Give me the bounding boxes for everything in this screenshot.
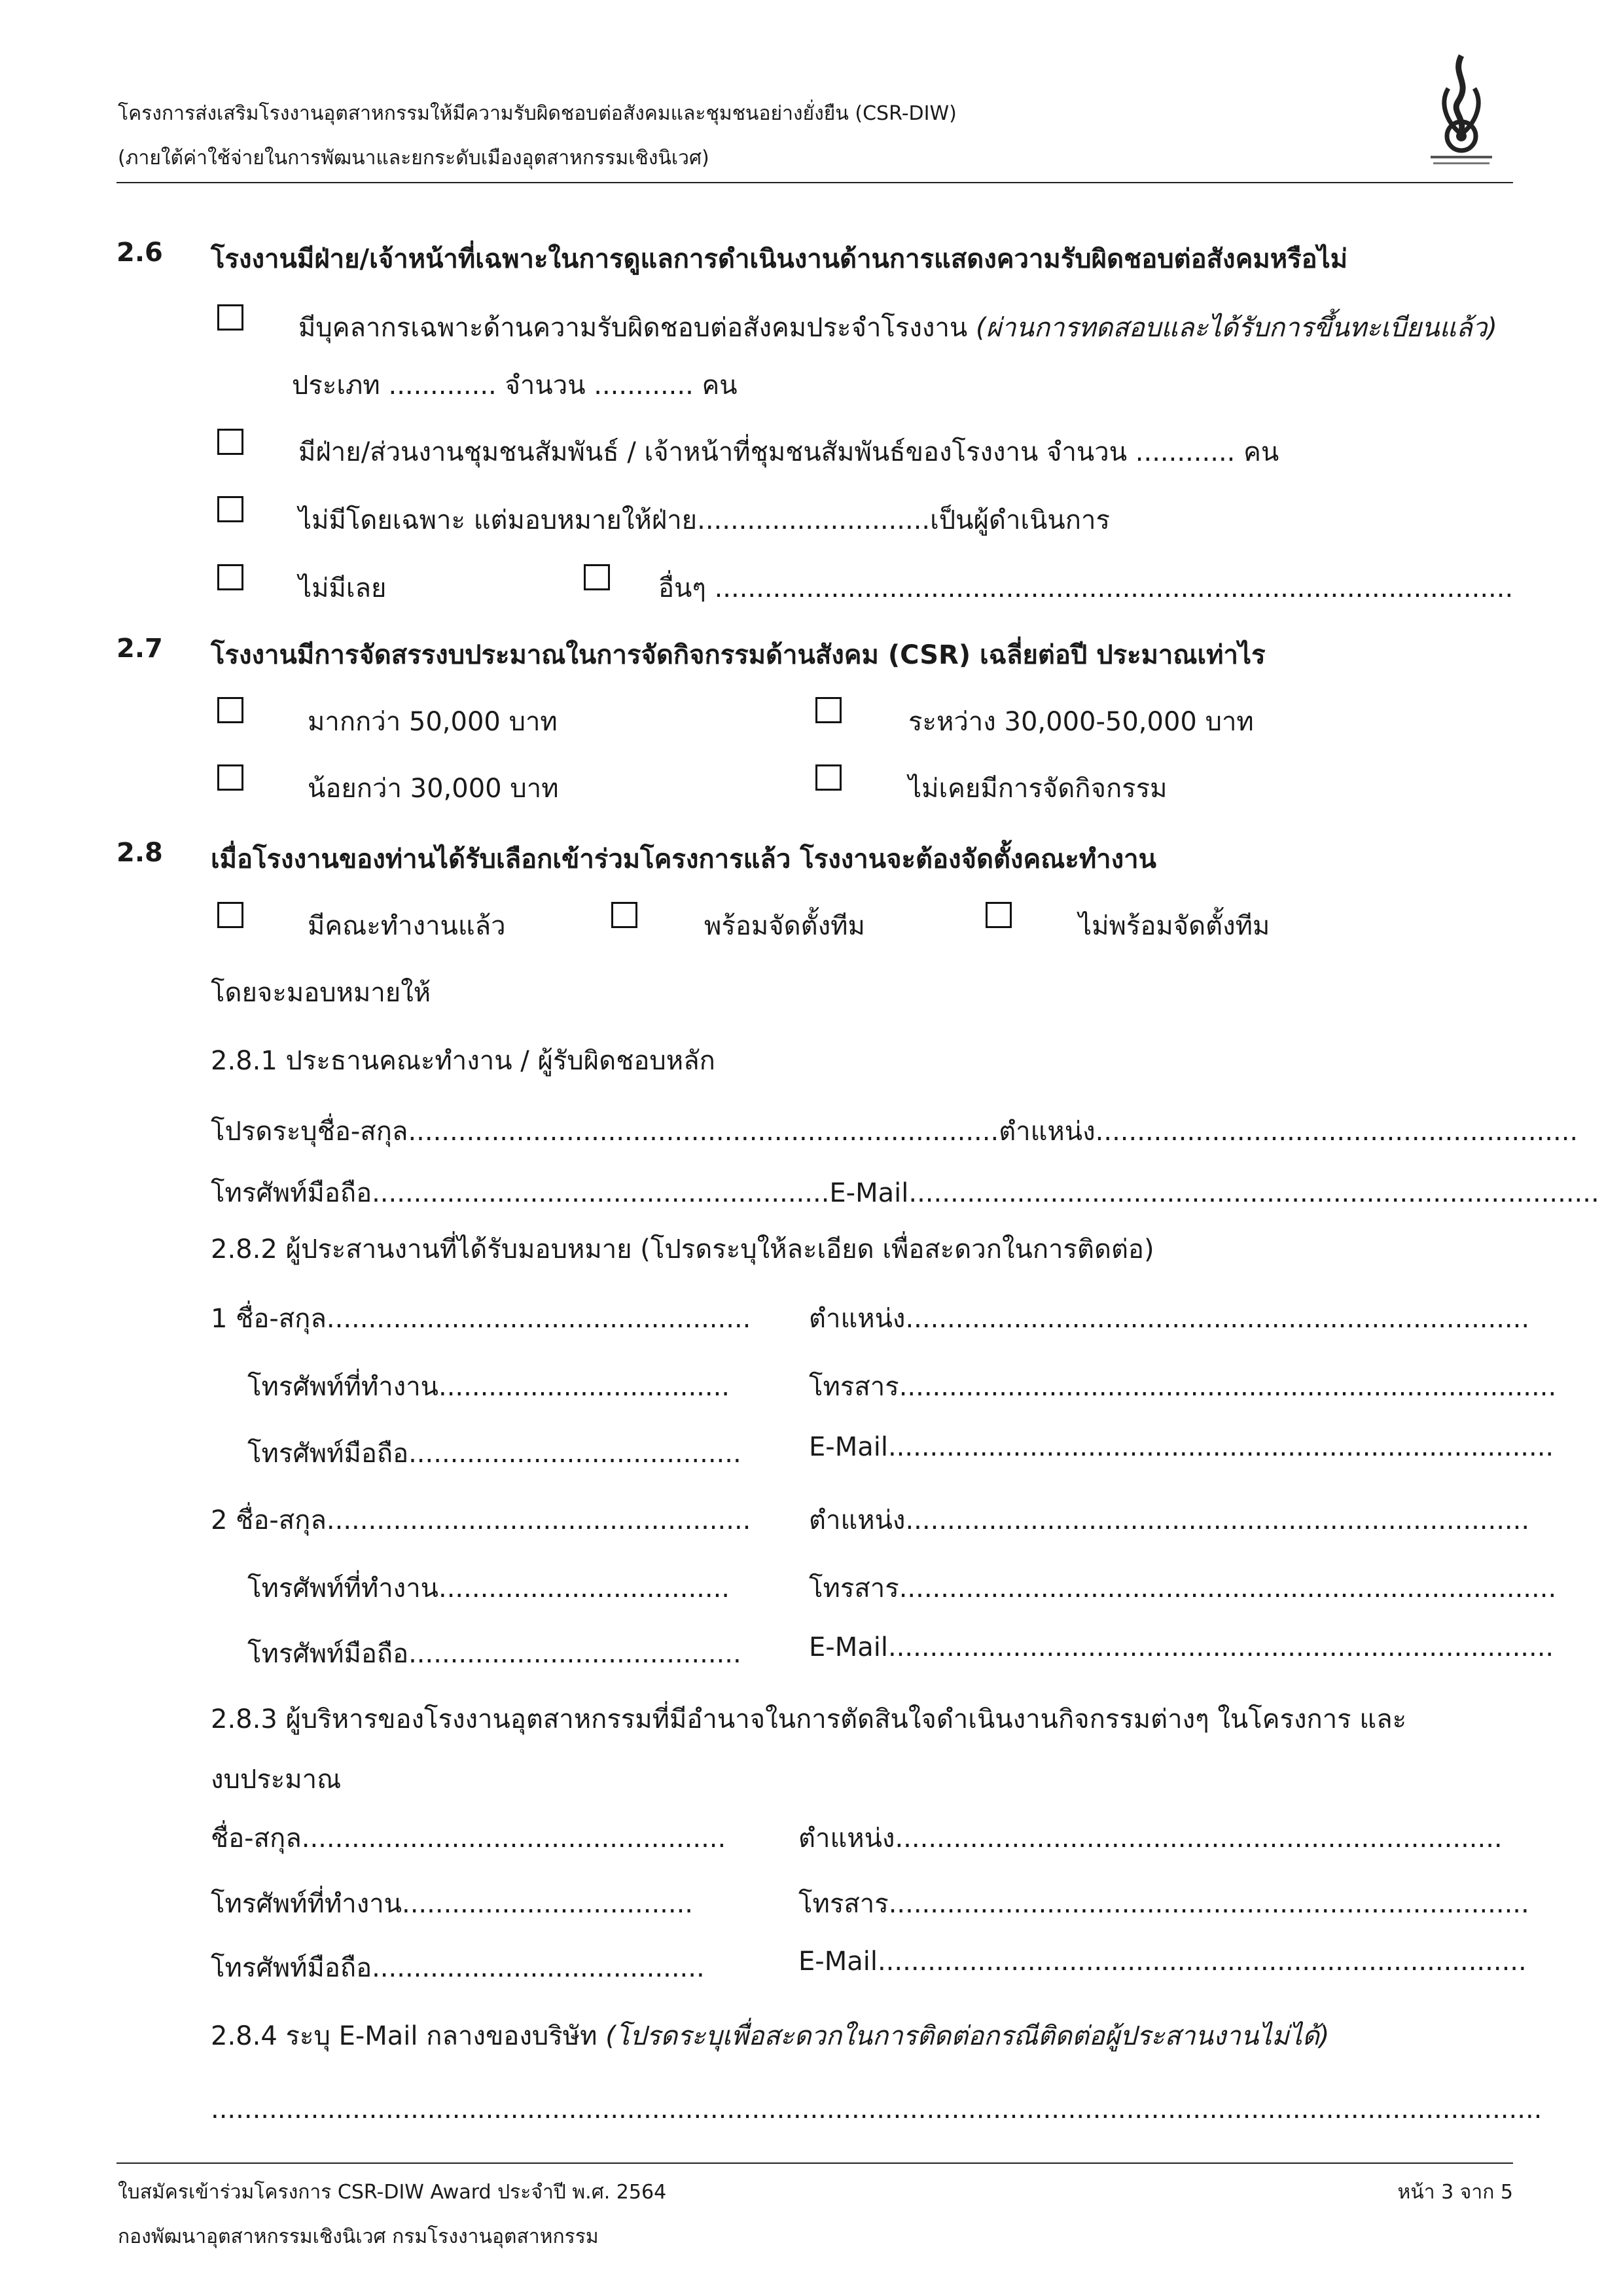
- section-title: โรงงานมีการจัดสรรงบประมาณในการจัดกิจกรรมด้านสังคม (CSR) เฉลี่ยต่อปี ประมาณเท่าไร: [211, 640, 1266, 670]
- checkbox-dedicated-staff[interactable]: [217, 304, 243, 331]
- coordinator1-tel-field[interactable]: โทรศัพท์ที่ทำงาน...................................: [247, 1372, 730, 1402]
- coordinator2-mobile-field[interactable]: โทรศัพท์มือถือ........................................: [247, 1639, 741, 1669]
- coordinator1-fax-field[interactable]: โทรสาร...............................................................................: [809, 1372, 1557, 1402]
- footer-department: กองพัฒนาอุตสาหกรรมเชิงนิเวศ กรมโรงงานอุตสาหกรรม: [118, 2225, 599, 2248]
- coordinator1-name-field[interactable]: 1 ชื่อ-สกุล...................................................: [211, 1304, 751, 1334]
- option-label: ไม่เคยมีการจัดกิจกรรม: [908, 774, 1168, 804]
- coordinator2-email-field[interactable]: E-Mail................................................................................: [809, 1632, 1554, 1662]
- coordinator1-mobile-field[interactable]: โทรศัพท์มือถือ........................................: [247, 1439, 741, 1469]
- executive-mobile-field[interactable]: โทรศัพท์มือถือ........................................: [211, 1953, 705, 1983]
- chairman-name-field[interactable]: โปรดระบุชื่อ-สกุล.......................................................................ตำแหน่ง..........................................................: [211, 1117, 1578, 1147]
- coordinator2-position-field[interactable]: ตำแหน่ง...........................................................................: [809, 1505, 1530, 1535]
- option-note: (ผ่านการทดสอบและได้รับการขึ้นทะเบียนแล้ว): [975, 313, 1497, 343]
- checkbox-not-ready[interactable]: [986, 902, 1012, 928]
- option-label: มีฝ่าย/ส่วนงานชุมชนสัมพันธ์ / เจ้าหน้าที่ชุมชนสัมพันธ์ของโรงงาน จำนวน ............ คน: [298, 437, 1279, 467]
- executive-name-field[interactable]: ชื่อ-สกุล...................................................: [211, 1823, 726, 1854]
- checkbox-other[interactable]: [584, 564, 610, 590]
- subsection-text: 2.8.4 ระบุ E-Mail กลางของบริษัท: [211, 2021, 597, 2051]
- department-logo-icon: [1425, 52, 1497, 173]
- subsection-title: [211, 2015, 1329, 2056]
- coordinator1-email-field[interactable]: E-Mail................................................................................: [809, 1432, 1554, 1462]
- option-label: มีคณะทำงานแล้ว: [308, 911, 506, 941]
- page-number: หน้า 3 จาก 5: [1397, 2181, 1513, 2204]
- option-label: ระหว่าง 30,000-50,000 บาท: [908, 707, 1254, 737]
- subsection-title-cont: งบประมาณ: [211, 1765, 342, 1795]
- subsection-title: 2.8.1 ประธานคณะทำงาน / ผู้รับผิดชอบหลัก: [211, 1046, 715, 1076]
- executive-email-field[interactable]: E-Mail..............................................................................: [798, 1946, 1527, 1977]
- coordinator2-tel-field[interactable]: โทรศัพท์ที่ทำงาน...................................: [247, 1573, 730, 1604]
- assign-label: โดยจะมอบหมายให้: [211, 978, 431, 1008]
- checkbox-team-exists[interactable]: [217, 902, 243, 928]
- subsection-title: 2.8.3 ผู้บริหารของโรงงานอุตสาหกรรมที่มีอำนาจในการตัดสินใจดำเนินงานกิจกรรมต่างๆ ในโครงการ และ: [211, 1704, 1407, 1734]
- checkbox-budget-over-50000[interactable]: [217, 697, 243, 723]
- coordinator2-name-field[interactable]: 2 ชื่อ-สกุล...................................................: [211, 1505, 751, 1535]
- executive-position-field[interactable]: ตำแหน่ง.........................................................................: [798, 1823, 1503, 1854]
- company-email-field[interactable]: ................................................................................................................................................................: [211, 2094, 1543, 2125]
- footer-form-title: ใบสมัครเข้าร่วมโครงการ CSR-DIW Award ประจำปี พ.ศ. 2564: [118, 2181, 667, 2204]
- section-number: 2.6: [116, 238, 163, 268]
- checkbox-ready-to-form[interactable]: [611, 902, 637, 928]
- subsection-title: 2.8.2 ผู้ประสานงานที่ได้รับมอบหมาย (โปรดระบุให้ละเอียด เพื่อสะดวกในการติดต่อ): [211, 1234, 1154, 1265]
- option-label: พร้อมจัดตั้งทีม: [704, 911, 865, 941]
- footer-divider: [116, 2162, 1513, 2164]
- executive-tel-field[interactable]: โทรศัพท์ที่ทำงาน...................................: [211, 1889, 694, 1919]
- checkbox-budget-30000-50000[interactable]: [815, 697, 842, 723]
- header-title: โครงการส่งเสริมโรงงานอุตสาหกรรมให้มีความรับผิดชอบต่อสังคมและชุมชนอย่างยั่งยืน (CSR-DIW): [118, 102, 957, 125]
- section-title: เมื่อโรงงานของท่านได้รับเลือกเข้าร่วมโครงการแล้ว โรงงานจะต้องจัดตั้งคณะทำงาน: [211, 844, 1156, 874]
- section-number: 2.8: [116, 838, 163, 868]
- coordinator1-position-field[interactable]: ตำแหน่ง...........................................................................: [809, 1304, 1530, 1334]
- header-divider: [116, 182, 1513, 183]
- option-label: [298, 306, 1497, 348]
- type-count-line: ประเภท ............. จำนวน ............ คน: [292, 370, 738, 401]
- checkbox-community-relations[interactable]: [217, 429, 243, 455]
- header-subtitle: (ภายใต้ค่าใช้จ่ายในการพัฒนาและยกระดับเมืองอุตสาหกรรมเชิงนิเวศ): [118, 147, 709, 170]
- section-number: 2.7: [116, 634, 163, 664]
- option-text: มีบุคลากรเฉพาะด้านความรับผิดชอบต่อสังคมประจำโรงงาน: [298, 313, 968, 343]
- option-label: ไม่มีโดยเฉพาะ แต่มอบหมายให้ฝ่าย............................เป็นผู้ดำเนินการ: [298, 505, 1110, 535]
- option-label: มากกว่า 50,000 บาท: [308, 707, 558, 737]
- option-label: อื่นๆ ................................................................................................: [658, 573, 1514, 603]
- checkbox-no-activities[interactable]: [815, 764, 842, 791]
- subsection-note: (โปรดระบุเพื่อสะดวกในการติดต่อกรณีติดต่อผู้ประสานงานไม่ได้): [605, 2021, 1330, 2051]
- option-label: ไม่มีเลย: [298, 573, 387, 603]
- option-label: ไม่พร้อมจัดตั้งทีม: [1079, 911, 1270, 941]
- coordinator2-fax-field[interactable]: โทรสาร...............................................................................: [809, 1573, 1557, 1604]
- checkbox-assigned-department[interactable]: [217, 496, 243, 522]
- section-title: โรงงานมีฝ่าย/เจ้าหน้าที่เฉพาะในการดูแลการดำเนินงานด้านการแสดงความรับผิดชอบต่อสังคมหรือไม่: [211, 244, 1348, 274]
- chairman-contact-field[interactable]: โทรศัพท์มือถือ.......................................................E-Mail...................................................................................: [211, 1178, 1599, 1208]
- option-label: น้อยกว่า 30,000 บาท: [308, 774, 559, 804]
- checkbox-none[interactable]: [217, 564, 243, 590]
- checkbox-budget-under-30000[interactable]: [217, 764, 243, 791]
- executive-fax-field[interactable]: โทรสาร.............................................................................: [798, 1889, 1529, 1919]
